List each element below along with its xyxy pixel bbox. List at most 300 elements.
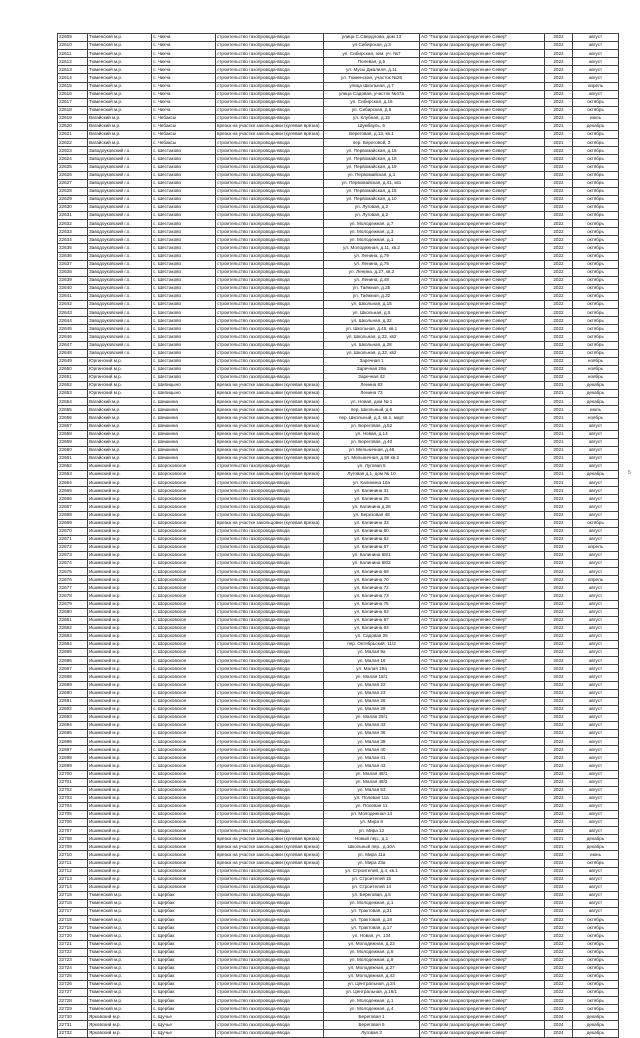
- cell-row-number: 22645: [58, 325, 88, 333]
- cell-year: 2024: [545, 1013, 573, 1021]
- cell-work-type: строительство газопровода-ввода: [216, 309, 324, 317]
- cell-row-number: 22652: [58, 382, 88, 390]
- cell-row-number: 22614: [58, 74, 88, 82]
- cell-address: ул. Таёжная, д.25: [324, 284, 420, 292]
- cell-organization: АО "Газпром газораспределение Север": [420, 1029, 545, 1037]
- cell-year: 2022: [545, 616, 573, 624]
- cell-district: Ишимский м.р.: [88, 754, 152, 762]
- cell-organization: АО "Газпром газораспределение Север": [420, 1021, 545, 1029]
- cell-year: 2022: [545, 228, 573, 236]
- cell-district: Тюменский м.р.: [88, 972, 152, 980]
- cell-month: август: [573, 778, 619, 786]
- cell-row-number: 22639: [58, 276, 88, 284]
- cell-district: Тюменский м.р.: [88, 50, 152, 58]
- cell-month: август: [573, 430, 619, 438]
- cell-work-type: строительство газопровода-ввода: [216, 236, 324, 244]
- cell-organization: АО "Газпром газораспределение Север": [420, 268, 545, 276]
- table-row: [58, 721, 619, 729]
- cell-organization: АО "Газпром газораспределение Север": [420, 811, 545, 819]
- cell-month: август: [573, 802, 619, 810]
- cell-organization: АО "Газпром газораспределение Север": [420, 333, 545, 341]
- cell-row-number: 22702: [58, 786, 88, 794]
- table-row: [58, 171, 619, 179]
- cell-organization: АО "Газпром газораспределение Север": [420, 746, 545, 754]
- cell-work-type: строительство газопровода-ввода: [216, 503, 324, 511]
- cell-organization: АО "Газпром газораспределение Север": [420, 786, 545, 794]
- cell-district: Юргинский м.р.: [88, 357, 152, 365]
- cell-district: Ишимский м.р.: [88, 811, 152, 819]
- cell-work-type: строительство газопровода-ввода: [216, 260, 324, 268]
- cell-organization: АО "Газпром газораспределение Север": [420, 535, 545, 543]
- cell-organization: АО "Газпром газораспределение Север": [420, 891, 545, 899]
- cell-organization: АО "Газпром газораспределение Север": [420, 139, 545, 147]
- cell-organization: АО "Газпром газораспределение Север": [420, 422, 545, 430]
- cell-row-number: 22643: [58, 309, 88, 317]
- cell-work-type: строительство газопровода-ввода: [216, 155, 324, 163]
- cell-work-type: строительство газопровода-ввода: [216, 462, 324, 470]
- cell-month: август: [573, 632, 619, 640]
- cell-row-number: 22626: [58, 171, 88, 179]
- cell-year: 2022: [545, 811, 573, 819]
- cell-month: декабрь: [573, 1021, 619, 1029]
- cell-district: Юргинский м.р.: [88, 382, 152, 390]
- cell-work-type: строительство газопровода-ввода: [216, 179, 324, 187]
- cell-address: ул. Калинина д.28: [324, 503, 420, 511]
- cell-month: декабрь: [573, 835, 619, 843]
- cell-settlement: с. Чебаксы: [152, 114, 216, 122]
- cell-month: октябрь: [573, 139, 619, 147]
- cell-year: 2022: [545, 341, 573, 349]
- cell-row-number: 22732: [58, 1029, 88, 1037]
- cell-year: 2022: [545, 997, 573, 1005]
- page-number: 5: [628, 470, 631, 476]
- table-row: [58, 932, 619, 940]
- cell-address: Заречная 42: [324, 373, 420, 381]
- cell-organization: АО "Газпром газораспределение Север": [420, 349, 545, 357]
- cell-row-number: 22656: [58, 414, 88, 422]
- cell-address: ул. Молодежная, д.9: [324, 956, 420, 964]
- cell-month: октябрь: [573, 244, 619, 252]
- cell-district: Ишимский м.р.: [88, 624, 152, 632]
- table-row: [58, 811, 619, 819]
- cell-row-number: 22693: [58, 713, 88, 721]
- cell-settlement: с. Шороховское: [152, 762, 216, 770]
- cell-year: 2022: [545, 535, 573, 543]
- cell-district: Тюменский м.р.: [88, 74, 152, 82]
- cell-row-number: 22687: [58, 665, 88, 673]
- cell-year: 2021: [545, 123, 573, 131]
- cell-work-type: строительство газопровода-ввода: [216, 997, 324, 1005]
- cell-address: Луговая д.1, дом № 10: [324, 471, 420, 479]
- cell-organization: АО "Газпром газораспределение Север": [420, 98, 545, 106]
- cell-organization: АО "Газпром газораспределение Север": [420, 762, 545, 770]
- cell-year: 2022: [545, 171, 573, 179]
- cell-year: 2022: [545, 794, 573, 802]
- cell-district: Заводоуковский г.о.: [88, 309, 152, 317]
- cell-organization: АО "Газпром газораспределение Север": [420, 1005, 545, 1013]
- cell-work-type: строительство газопровода-ввода: [216, 365, 324, 373]
- cell-settlement: с. Щучье: [152, 1013, 216, 1021]
- cell-settlement: с. Шороховское: [152, 519, 216, 527]
- cell-settlement: с. Шороховское: [152, 681, 216, 689]
- table-row: [58, 66, 619, 74]
- cell-month: октябрь: [573, 948, 619, 956]
- cell-district: Ишимский м.р.: [88, 511, 152, 519]
- cell-organization: АО "Газпром газораспределение Север": [420, 721, 545, 729]
- cell-year: 2022: [545, 98, 573, 106]
- cell-district: Вагайский м.р.: [88, 139, 152, 147]
- cell-work-type: строительство газопровода-ввода: [216, 916, 324, 924]
- cell-work-type: строительство газопровода-ввода: [216, 212, 324, 220]
- cell-settlement: с. Шороховское: [152, 721, 216, 729]
- table-row: [58, 349, 619, 357]
- cell-organization: АО "Газпром газораспределение Север": [420, 341, 545, 349]
- cell-address: ул. Ленина, д.27, кв.2: [324, 268, 420, 276]
- cell-organization: АО "Газпром газораспределение Север": [420, 244, 545, 252]
- cell-district: Заводоуковский г.о.: [88, 236, 152, 244]
- cell-organization: АО "Газпром газораспределение Север": [420, 276, 545, 284]
- cell-organization: АО "Газпром газораспределение Север": [420, 819, 545, 827]
- cell-district: Вагайский м.р.: [88, 131, 152, 139]
- cell-year: 2022: [545, 212, 573, 220]
- cell-month: август: [573, 50, 619, 58]
- cell-address: ул. Строителей, д.4, кв.1: [324, 867, 420, 875]
- cell-organization: АО "Газпром газораспределение Север": [420, 357, 545, 365]
- cell-year: 2022: [545, 373, 573, 381]
- cell-month: октябрь: [573, 349, 619, 357]
- cell-year: 2022: [545, 940, 573, 948]
- cell-settlement: с. Шороховское: [152, 503, 216, 511]
- cell-address: ул. Молодежная, д.1: [324, 236, 420, 244]
- cell-district: Ишимский м.р.: [88, 503, 152, 511]
- cell-work-type: строительство газопровода-ввода: [216, 82, 324, 90]
- cell-row-number: 22681: [58, 616, 88, 624]
- cell-row-number: 22641: [58, 293, 88, 301]
- cell-work-type: строительство газопровода-ввода: [216, 964, 324, 972]
- cell-year: 2022: [545, 252, 573, 260]
- table-row: [58, 268, 619, 276]
- cell-settlement: с. Шестаково: [152, 333, 216, 341]
- cell-district: Заводоуковский г.о.: [88, 220, 152, 228]
- schedule-grid: [57, 33, 619, 1038]
- cell-row-number: 22696: [58, 738, 88, 746]
- cell-month: август: [573, 754, 619, 762]
- cell-organization: АО "Газпром газораспределение Север": [420, 155, 545, 163]
- cell-address: ул. Калинина 68/1: [324, 552, 420, 560]
- cell-organization: АО "Газпром газораспределение Север": [420, 713, 545, 721]
- cell-settlement: с. Шишкина: [152, 446, 216, 454]
- cell-year: 2022: [545, 543, 573, 551]
- cell-address: ул. Школьная, д.15: [324, 301, 420, 309]
- cell-district: Заводоуковский г.о.: [88, 228, 152, 236]
- cell-month: апрель: [573, 82, 619, 90]
- cell-year: 2022: [545, 301, 573, 309]
- cell-row-number: 22684: [58, 641, 88, 649]
- table-row: [58, 284, 619, 292]
- cell-settlement: с. Шороховское: [152, 624, 216, 632]
- cell-settlement: с. Шороховское: [152, 802, 216, 810]
- cell-row-number: 22722: [58, 948, 88, 956]
- cell-row-number: 22638: [58, 268, 88, 276]
- cell-settlement: с. Шишкина: [152, 414, 216, 422]
- cell-address: ул. Малая 38: [324, 738, 420, 746]
- cell-month: август: [573, 681, 619, 689]
- cell-district: Тюменский м.р.: [88, 106, 152, 114]
- cell-work-type: строительство газопровода-ввода: [216, 908, 324, 916]
- cell-settlement: с. Шороховское: [152, 665, 216, 673]
- cell-organization: АО "Газпром газораспределение Север": [420, 649, 545, 657]
- cell-organization: АО "Газпром газораспределение Север": [420, 462, 545, 470]
- cell-row-number: 22728: [58, 997, 88, 1005]
- cell-month: август: [573, 867, 619, 875]
- cell-settlement: с. Щучье: [152, 1029, 216, 1037]
- table-row: [58, 220, 619, 228]
- cell-address: ул. Молодежная, д.3: [324, 228, 420, 236]
- cell-row-number: 22712: [58, 867, 88, 875]
- table-row: [58, 851, 619, 859]
- cell-month: август: [573, 560, 619, 568]
- table-row: [58, 34, 619, 42]
- cell-settlement: с. Шороховское: [152, 552, 216, 560]
- cell-settlement: с. Шороховское: [152, 527, 216, 535]
- cell-settlement: с. Шестаково: [152, 357, 216, 365]
- cell-year: 2021: [545, 487, 573, 495]
- cell-settlement: с. Шишкина: [152, 438, 216, 446]
- cell-district: Ишимский м.р.: [88, 859, 152, 867]
- cell-work-type: строительство газопровода-ввода: [216, 106, 324, 114]
- cell-month: август: [573, 762, 619, 770]
- cell-work-type: строительство газопровода-ввода: [216, 875, 324, 883]
- cell-month: август: [573, 584, 619, 592]
- cell-year: 2022: [545, 42, 573, 50]
- cell-year: 2022: [545, 268, 573, 276]
- cell-work-type: строительство газопровода-ввода: [216, 762, 324, 770]
- cell-settlement: с. Шестаково: [152, 228, 216, 236]
- cell-month: август: [573, 900, 619, 908]
- cell-organization: АО "Газпром газораспределение Север": [420, 738, 545, 746]
- cell-month: декабрь: [573, 390, 619, 398]
- cell-address: ул. Калинина 75: [324, 600, 420, 608]
- cell-year: 2022: [545, 58, 573, 66]
- cell-organization: АО "Газпром газораспределение Север": [420, 948, 545, 956]
- cell-organization: АО "Газпром газораспределение Север": [420, 568, 545, 576]
- cell-work-type: строительство газопровода-ввода: [216, 325, 324, 333]
- cell-organization: АО "Газпром газораспределение Север": [420, 479, 545, 487]
- cell-address: ул.Сибирская, д.3: [324, 42, 420, 50]
- cell-address: ул. Малая 40: [324, 746, 420, 754]
- table-row: [58, 543, 619, 551]
- cell-month: октябрь: [573, 268, 619, 276]
- cell-month: август: [573, 649, 619, 657]
- cell-settlement: с. Шестаково: [152, 365, 216, 373]
- cell-settlement: с. Шороховское: [152, 487, 216, 495]
- cell-settlement: с. Чебаксы: [152, 123, 216, 131]
- cell-work-type: строительство газопровода-ввода: [216, 114, 324, 122]
- cell-settlement: с. Шороховское: [152, 471, 216, 479]
- cell-address: Ленина 83: [324, 382, 420, 390]
- cell-settlement: с. Шороховское: [152, 511, 216, 519]
- cell-organization: АО "Газпром газораспределение Север": [420, 616, 545, 624]
- cell-year: 2022: [545, 568, 573, 576]
- cell-year: 2022: [545, 82, 573, 90]
- cell-year: 2022: [545, 560, 573, 568]
- cell-district: Ишимский м.р.: [88, 471, 152, 479]
- cell-address: ул. Малая 23: [324, 689, 420, 697]
- cell-address: ул. Полевая 11: [324, 802, 420, 810]
- cell-row-number: 22610: [58, 42, 88, 50]
- cell-organization: АО "Газпром газораспределение Север": [420, 74, 545, 82]
- table-row: [58, 123, 619, 131]
- cell-row-number: 22716: [58, 900, 88, 908]
- cell-address: ул. Мира 12: [324, 827, 420, 835]
- table-row: [58, 414, 619, 422]
- cell-district: Заводоуковский г.о.: [88, 171, 152, 179]
- cell-month: август: [573, 689, 619, 697]
- cell-organization: АО "Газпром газораспределение Север": [420, 471, 545, 479]
- cell-organization: АО "Газпром газораспределение Север": [420, 1013, 545, 1021]
- cell-district: Заводоуковский г.о.: [88, 301, 152, 309]
- cell-settlement: с. Шороховское: [152, 592, 216, 600]
- cell-year: 2022: [545, 90, 573, 98]
- cell-row-number: 22704: [58, 802, 88, 810]
- table-row: [58, 260, 619, 268]
- cell-district: Ишимский м.р.: [88, 527, 152, 535]
- cell-district: Ишимский м.р.: [88, 535, 152, 543]
- cell-month: апрель: [573, 543, 619, 551]
- cell-year: 2022: [545, 147, 573, 155]
- table-row: [58, 705, 619, 713]
- cell-address: ул. Калинина 31: [324, 487, 420, 495]
- cell-district: Ишимский м.р.: [88, 705, 152, 713]
- cell-year: 2022: [545, 980, 573, 988]
- table-row: [58, 665, 619, 673]
- cell-year: 2022: [545, 948, 573, 956]
- cell-month: октябрь: [573, 964, 619, 972]
- cell-address: Ленина 73: [324, 390, 420, 398]
- cell-row-number: 22655: [58, 406, 88, 414]
- cell-row-number: 22666: [58, 495, 88, 503]
- cell-organization: АО "Газпром газораспределение Север": [420, 42, 545, 50]
- cell-settlement: с. Шороховское: [152, 673, 216, 681]
- cell-organization: АО "Газпром газораспределение Север": [420, 932, 545, 940]
- cell-month: август: [573, 535, 619, 543]
- cell-district: Ишимский м.р.: [88, 616, 152, 624]
- cell-year: 2022: [545, 657, 573, 665]
- cell-month: октябрь: [573, 284, 619, 292]
- cell-settlement: с. Шороховское: [152, 697, 216, 705]
- cell-year: 2022: [545, 689, 573, 697]
- table-row: [58, 883, 619, 891]
- cell-district: Ишимский м.р.: [88, 843, 152, 851]
- table-row: [58, 42, 619, 50]
- table-row: [58, 114, 619, 122]
- cell-year: 2021: [545, 430, 573, 438]
- cell-address: Береговая 5: [324, 1021, 420, 1029]
- cell-address: улица Садовая, участок №47а: [324, 90, 420, 98]
- cell-work-type: строительство газопровода-ввода: [216, 802, 324, 810]
- cell-settlement: с. Щербак: [152, 900, 216, 908]
- cell-row-number: 22642: [58, 301, 88, 309]
- cell-district: Тюменский м.р.: [88, 924, 152, 932]
- cell-month: август: [573, 42, 619, 50]
- cell-month: октябрь: [573, 341, 619, 349]
- cell-settlement: с. Шипицыно: [152, 390, 216, 398]
- cell-settlement: с. Шороховское: [152, 883, 216, 891]
- cell-settlement: с. Шороховское: [152, 608, 216, 616]
- cell-row-number: 22651: [58, 373, 88, 381]
- cell-work-type: строительство газопровода-ввода: [216, 649, 324, 657]
- cell-district: Вагайский м.р.: [88, 438, 152, 446]
- cell-row-number: 22654: [58, 398, 88, 406]
- cell-district: Ишимский м.р.: [88, 851, 152, 859]
- cell-address: ул. Малая 16: [324, 657, 420, 665]
- cell-month: август: [573, 673, 619, 681]
- cell-year: 2022: [545, 349, 573, 357]
- cell-address: ул. Молодежная, д.1: [324, 997, 420, 1005]
- cell-organization: АО "Газпром газораспределение Север": [420, 560, 545, 568]
- cell-settlement: с. Шороховское: [152, 827, 216, 835]
- cell-district: Заводоуковский г.о.: [88, 260, 152, 268]
- cell-year: 2022: [545, 576, 573, 584]
- cell-year: 2021: [545, 382, 573, 390]
- cell-work-type: строительство газопровода-ввода: [216, 900, 324, 908]
- cell-settlement: с. Шороховское: [152, 794, 216, 802]
- cell-address: ул. Первомайская, д.18: [324, 155, 420, 163]
- cell-district: Тюменский м.р.: [88, 980, 152, 988]
- cell-year: 2022: [545, 203, 573, 211]
- cell-month: август: [573, 746, 619, 754]
- cell-organization: АО "Газпром газораспределение Север": [420, 147, 545, 155]
- cell-settlement: с. Шороховское: [152, 689, 216, 697]
- cell-settlement: с. Шестаково: [152, 163, 216, 171]
- cell-organization: АО "Газпром газораспределение Север": [420, 632, 545, 640]
- cell-district: Ишимский м.р.: [88, 560, 152, 568]
- cell-year: 2022: [545, 600, 573, 608]
- cell-month: октябрь: [573, 98, 619, 106]
- cell-work-type: строительство газопровода-ввода: [216, 479, 324, 487]
- cell-district: Заводоуковский г.о.: [88, 317, 152, 325]
- cell-district: Заводоуковский г.о.: [88, 212, 152, 220]
- cell-settlement: с. Шестаково: [152, 244, 216, 252]
- cell-row-number: 22635: [58, 244, 88, 252]
- cell-settlement: с. Чикча: [152, 98, 216, 106]
- cell-work-type: строительство газопровода-ввода: [216, 50, 324, 58]
- cell-work-type: строительство газопровода-ввода: [216, 754, 324, 762]
- cell-year: 2022: [545, 503, 573, 511]
- cell-organization: АО "Газпром газораспределение Север": [420, 705, 545, 713]
- cell-settlement: с. Щербак: [152, 932, 216, 940]
- cell-settlement: с. Чикча: [152, 34, 216, 42]
- cell-row-number: 22647: [58, 341, 88, 349]
- table-body: [58, 34, 619, 1038]
- cell-address: Заречная 29а: [324, 365, 420, 373]
- cell-work-type: врезка на участке закольцовки (кулевая врезка): [216, 843, 324, 851]
- cell-district: Ишимский м.р.: [88, 673, 152, 681]
- cell-district: Ишимский м.р.: [88, 600, 152, 608]
- cell-year: 2022: [545, 924, 573, 932]
- table-row: [58, 1005, 619, 1013]
- cell-work-type: строительство газопровода-ввода: [216, 689, 324, 697]
- cell-organization: АО "Газпром газораспределение Север": [420, 430, 545, 438]
- cell-month: апрель: [573, 576, 619, 584]
- cell-settlement: с. Чикча: [152, 74, 216, 82]
- cell-month: декабрь: [573, 471, 619, 479]
- cell-settlement: с. Шороховское: [152, 754, 216, 762]
- cell-address: ул. Береговая, д.52: [324, 422, 420, 430]
- cell-year: 2021: [545, 139, 573, 147]
- cell-work-type: строительство газопровода-ввода: [216, 244, 324, 252]
- cell-row-number: 22705: [58, 811, 88, 819]
